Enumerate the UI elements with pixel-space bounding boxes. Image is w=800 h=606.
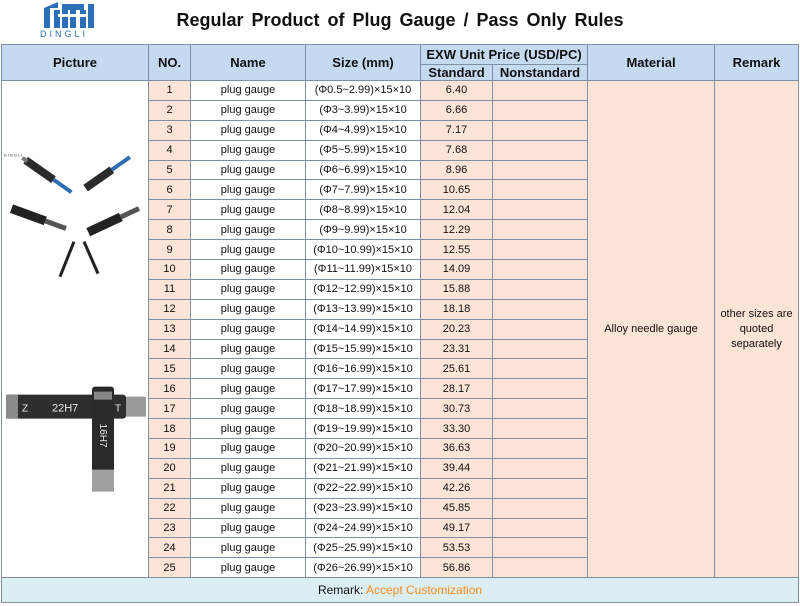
row-size: (Φ18~18.99)×15×10 [306,399,421,419]
page-title: Regular Product of Plug Gauge / Pass Only Rules [176,10,624,30]
row-standard-price: 7.68 [421,140,493,160]
footer-remark [2,578,799,603]
header-material: Material [588,45,715,81]
price-table [1,44,799,603]
row-name: plug gauge [191,498,306,518]
row-no: 20 [149,458,191,478]
row-standard-price: 30.73 [421,399,493,419]
row-standard-price: 56.86 [421,558,493,578]
row-no: 2 [149,100,191,120]
row-nonstandard-price [493,458,588,478]
row-no: 18 [149,419,191,439]
row-size: (Φ10~10.99)×15×10 [306,240,421,260]
row-name: plug gauge [191,518,306,538]
table-row [2,81,799,101]
row-nonstandard-price [493,220,588,240]
row-no: 25 [149,558,191,578]
row-size: (Φ6~6.99)×15×10 [306,160,421,180]
row-name: plug gauge [191,299,306,319]
row-nonstandard-price [493,81,588,101]
row-no: 21 [149,478,191,498]
row-name: plug gauge [191,379,306,399]
row-size: (Φ20~20.99)×15×10 [306,439,421,459]
row-nonstandard-price [493,299,588,319]
header-remark: Remark [715,45,799,81]
row-no: 15 [149,359,191,379]
row-name: plug gauge [191,279,306,299]
row-standard-price: 33.30 [421,419,493,439]
row-no: 10 [149,260,191,280]
photo2-label-z: Z [22,403,29,415]
row-no: 4 [149,140,191,160]
material-cell: Alloy needle gauge [588,81,715,578]
row-size: (Φ25~25.99)×15×10 [306,538,421,558]
row-size: (Φ21~21.99)×15×10 [306,458,421,478]
row-name: plug gauge [191,160,306,180]
row-standard-price: 45.85 [421,498,493,518]
row-standard-price: 12.29 [421,220,493,240]
row-standard-price: 6.66 [421,100,493,120]
row-no: 13 [149,319,191,339]
row-nonstandard-price [493,120,588,140]
row-no: 19 [149,439,191,459]
row-nonstandard-price [493,279,588,299]
row-nonstandard-price [493,399,588,419]
plug-gauge-photo-2 [6,387,146,492]
photo2-label-t: T [115,403,122,415]
row-name: plug gauge [191,538,306,558]
row-name: plug gauge [191,399,306,419]
row-name: plug gauge [191,359,306,379]
header-no: NO. [149,45,191,81]
row-size: (Φ0.5~2.99)×15×10 [306,81,421,101]
row-standard-price: 12.04 [421,200,493,220]
row-no: 1 [149,81,191,101]
photo2-label-16h7: 16H7 [97,423,108,448]
row-standard-price: 25.61 [421,359,493,379]
row-standard-price: 12.55 [421,240,493,260]
row-nonstandard-price [493,558,588,578]
row-size: (Φ19~19.99)×15×10 [306,419,421,439]
row-size: (Φ24~24.99)×15×10 [306,518,421,538]
footer-label: Remark: [317,583,364,598]
row-nonstandard-price [493,100,588,120]
row-no: 12 [149,299,191,319]
row-no: 6 [149,180,191,200]
row-nonstandard-price [493,478,588,498]
row-name: plug gauge [191,81,306,101]
row-size: (Φ26~26.99)×15×10 [306,558,421,578]
row-no: 24 [149,538,191,558]
row-size: (Φ17~17.99)×15×10 [306,379,421,399]
logo-text: DINGLI [40,29,89,39]
row-nonstandard-price [493,200,588,220]
row-name: plug gauge [191,140,306,160]
row-name: plug gauge [191,339,306,359]
row-name: plug gauge [191,220,306,240]
row-nonstandard-price [493,359,588,379]
row-standard-price: 49.17 [421,518,493,538]
row-name: plug gauge [191,558,306,578]
row-nonstandard-price [493,240,588,260]
row-name: plug gauge [191,439,306,459]
row-no: 23 [149,518,191,538]
row-no: 8 [149,220,191,240]
photo2-label-22h7: 22H7 [52,402,79,415]
row-nonstandard-price [493,498,588,518]
row-no: 5 [149,160,191,180]
row-size: (Φ4~4.99)×15×10 [306,120,421,140]
row-no: 7 [149,200,191,220]
row-name: plug gauge [191,240,306,260]
row-name: plug gauge [191,419,306,439]
row-standard-price: 15.88 [421,279,493,299]
row-no: 3 [149,120,191,140]
row-standard-price: 42.26 [421,478,493,498]
row-no: 11 [149,279,191,299]
row-size: (Φ9~9.99)×15×10 [306,220,421,240]
product-photos [2,81,148,577]
row-size: (Φ7~7.99)×15×10 [306,180,421,200]
row-nonstandard-price [493,160,588,180]
row-no: 9 [149,240,191,260]
row-standard-price: 53.53 [421,538,493,558]
row-nonstandard-price [493,419,588,439]
row-standard-price: 39.44 [421,458,493,478]
row-standard-price: 28.17 [421,379,493,399]
header-standard: Standard [421,65,493,81]
row-standard-price: 7.17 [421,120,493,140]
row-size: (Φ11~11.99)×15×10 [306,260,421,280]
plug-gauge-photo-1 [4,153,141,277]
row-nonstandard-price [493,379,588,399]
row-size: (Φ23~23.99)×15×10 [306,498,421,518]
row-standard-price: 10.65 [421,180,493,200]
row-no: 14 [149,339,191,359]
row-name: plug gauge [191,180,306,200]
header-picture: Picture [2,45,149,81]
row-name: plug gauge [191,458,306,478]
row-no: 22 [149,498,191,518]
remark-cell: other sizes are quoted separately [715,81,799,578]
row-size: (Φ12~12.99)×15×10 [306,279,421,299]
header-price-group: EXW Unit Price (USD/PC) [421,45,588,65]
header-nonstandard: Nonstandard [493,65,588,81]
row-nonstandard-price [493,140,588,160]
row-name: plug gauge [191,260,306,280]
row-size: (Φ3~3.99)×15×10 [306,100,421,120]
row-size: (Φ15~15.99)×15×10 [306,339,421,359]
row-size: (Φ16~16.99)×15×10 [306,359,421,379]
row-size: (Φ14~14.99)×15×10 [306,319,421,339]
row-no: 16 [149,379,191,399]
row-standard-price: 20.23 [421,319,493,339]
row-size: (Φ5~5.99)×15×10 [306,140,421,160]
row-size: (Φ8~8.99)×15×10 [306,200,421,220]
row-nonstandard-price [493,439,588,459]
row-standard-price: 23.31 [421,339,493,359]
row-nonstandard-price [493,260,588,280]
row-standard-price: 14.09 [421,260,493,280]
row-name: plug gauge [191,120,306,140]
row-standard-price: 6.40 [421,81,493,101]
product-picture-cell [2,81,149,578]
header-name: Name [191,45,306,81]
row-nonstandard-price [493,319,588,339]
row-size: (Φ13~13.99)×15×10 [306,299,421,319]
row-size: (Φ22~22.99)×15×10 [306,478,421,498]
footer-customization: Accept Customization [365,583,483,598]
row-standard-price: 18.18 [421,299,493,319]
row-nonstandard-price [493,538,588,558]
row-name: plug gauge [191,100,306,120]
row-standard-price: 36.63 [421,439,493,459]
row-name: plug gauge [191,200,306,220]
row-no: 17 [149,399,191,419]
row-nonstandard-price [493,339,588,359]
header-size: Size (mm) [306,45,421,81]
row-standard-price: 8.96 [421,160,493,180]
row-nonstandard-price [493,518,588,538]
row-name: plug gauge [191,478,306,498]
row-nonstandard-price [493,180,588,200]
row-name: plug gauge [191,319,306,339]
photo1-brand: DINGLI [4,152,24,158]
